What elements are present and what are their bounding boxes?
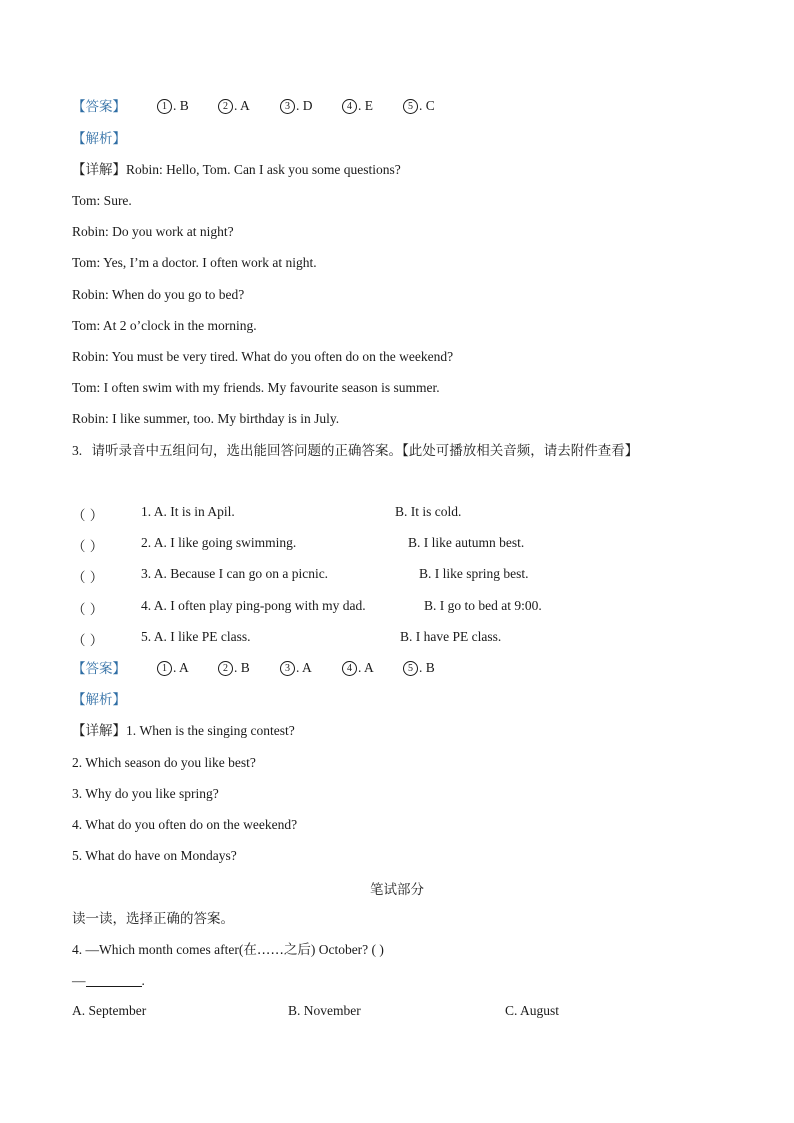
detail-line-2 bbox=[72, 722, 295, 740]
option-b[interactable]: B. I like autumn best. bbox=[408, 535, 525, 550]
option-b[interactable]: B. November bbox=[288, 1003, 361, 1018]
answer-item: 4 . A bbox=[342, 660, 374, 676]
dialogue-line: Robin: When do you go to bed? bbox=[72, 287, 245, 302]
answer-value: E bbox=[364, 98, 373, 113]
question-4-prefix: 4. —Which month comes after( bbox=[72, 942, 244, 957]
circled-number: 3 bbox=[280, 99, 295, 114]
answer-value: D bbox=[302, 98, 313, 113]
answer-paren[interactable]: （ ） bbox=[72, 508, 104, 524]
analysis-tag: 【解析】 bbox=[72, 692, 126, 708]
answer-paren[interactable]: （ ） bbox=[72, 570, 104, 586]
dialogue-line: Robin: Do you work at night? bbox=[72, 224, 234, 239]
option-b[interactable]: B. I like spring best. bbox=[419, 566, 529, 581]
analysis-heading-2 bbox=[72, 691, 126, 709]
detail-tag: 【详解】 bbox=[72, 723, 126, 739]
question-4-cn: 在……之后 bbox=[243, 942, 311, 958]
question-3-title bbox=[72, 442, 638, 460]
circled-number: 1 bbox=[157, 99, 172, 114]
analysis-tag: 【解析】 bbox=[72, 131, 126, 147]
answer-value: B bbox=[179, 98, 189, 113]
answer-tag: 【答案】 bbox=[72, 661, 126, 677]
answer-item: 5 . C bbox=[403, 98, 435, 114]
answer-item: 3 . A bbox=[280, 660, 312, 676]
question-text: 请听录音中五组问句，选出能回答问题的正确答案。【此处可播放相关音频，请去附件查看】 bbox=[91, 443, 639, 459]
circled-number: 5 bbox=[403, 99, 418, 114]
answer-value: B bbox=[240, 660, 250, 675]
question-line: 3. Why do you like spring? bbox=[72, 786, 219, 801]
answer-blank-line bbox=[72, 972, 145, 990]
question-4 bbox=[72, 941, 384, 959]
option-b[interactable]: B. I have PE class. bbox=[400, 629, 502, 644]
detail-tag: 【详解】 bbox=[72, 162, 126, 178]
answer-value: A bbox=[240, 98, 250, 113]
circled-number: 1 bbox=[157, 661, 172, 676]
answer-value: A bbox=[302, 660, 312, 675]
dialogue-line: Tom: Yes, I’m a doctor. I often work at night. bbox=[72, 255, 317, 270]
dialogue-line: Robin: You must be very tired. What do you often do on the weekend? bbox=[72, 349, 454, 364]
section-heading: 笔试部分 bbox=[370, 882, 424, 898]
question-line: 1. When is the singing contest? bbox=[126, 723, 295, 738]
answer-item: 5 . B bbox=[403, 660, 435, 676]
answer-tag: 【答案】 bbox=[72, 99, 126, 115]
instruction-text: 读一读，选择正确的答案。 bbox=[72, 911, 234, 927]
answer-paren[interactable]: （ ） bbox=[72, 539, 104, 555]
circled-number: 2 bbox=[218, 661, 233, 676]
answer-value: C bbox=[425, 98, 435, 113]
question-4-suffix: ) October? ( ) bbox=[310, 942, 384, 957]
circled-number: 5 bbox=[403, 661, 418, 676]
dialogue-line: Robin: Hello, Tom. Can I ask you some questions? bbox=[126, 162, 401, 177]
answer-value: A bbox=[179, 660, 189, 675]
option-a[interactable]: 5. A. I like PE class. bbox=[141, 629, 251, 644]
answer-item: 4 . E bbox=[342, 98, 373, 114]
detail-line-1 bbox=[72, 161, 401, 179]
analysis-heading-1 bbox=[72, 130, 126, 148]
option-b[interactable]: B. It is cold. bbox=[395, 504, 462, 519]
answer-item: 1 . A bbox=[157, 660, 189, 676]
answer-value: B bbox=[425, 660, 435, 675]
option-a[interactable]: 2. A. I like going swimming. bbox=[141, 535, 297, 550]
circled-number: 3 bbox=[280, 661, 295, 676]
answer-item: 3 . D bbox=[280, 98, 313, 114]
dialogue-line: Robin: I like summer, too. My birthday is in July. bbox=[72, 411, 340, 426]
dash: — bbox=[72, 973, 86, 988]
option-a[interactable]: 4. A. I often play ping-pong with my dad. bbox=[141, 598, 366, 613]
question-line: 5. What do have on Mondays? bbox=[72, 848, 237, 863]
option-a[interactable]: 3. A. Because I can go on a picnic. bbox=[141, 566, 329, 581]
dialogue-line: Tom: Sure. bbox=[72, 193, 132, 208]
question-number: 3. bbox=[72, 443, 83, 458]
period: . bbox=[141, 973, 145, 988]
answer-row-1 bbox=[72, 98, 126, 116]
answer-paren[interactable]: （ ） bbox=[72, 602, 104, 618]
option-b[interactable]: B. I go to bed at 9:00. bbox=[424, 598, 542, 613]
dialogue-line: Tom: At 2 o’clock in the morning. bbox=[72, 318, 257, 333]
answer-item: 1 . B bbox=[157, 98, 189, 114]
question-line: 4. What do you often do on the weekend? bbox=[72, 817, 298, 832]
circled-number: 4 bbox=[342, 99, 357, 114]
question-line: 2. Which season do you like best? bbox=[72, 755, 256, 770]
answer-row-2 bbox=[72, 660, 126, 678]
option-a[interactable]: A. September bbox=[72, 1003, 147, 1018]
circled-number: 2 bbox=[218, 99, 233, 114]
answer-item: 2 . B bbox=[218, 660, 250, 676]
answer-blank[interactable] bbox=[86, 974, 142, 987]
option-a[interactable]: 1. A. It is in Apil. bbox=[141, 504, 235, 519]
answer-value: A bbox=[364, 660, 374, 675]
answer-item: 2 . A bbox=[218, 98, 250, 114]
answer-paren[interactable]: （ ） bbox=[72, 633, 104, 649]
circled-number: 4 bbox=[342, 661, 357, 676]
option-c[interactable]: C. August bbox=[505, 1003, 560, 1018]
dialogue-line: Tom: I often swim with my friends. My favourite season is summer. bbox=[72, 380, 440, 395]
